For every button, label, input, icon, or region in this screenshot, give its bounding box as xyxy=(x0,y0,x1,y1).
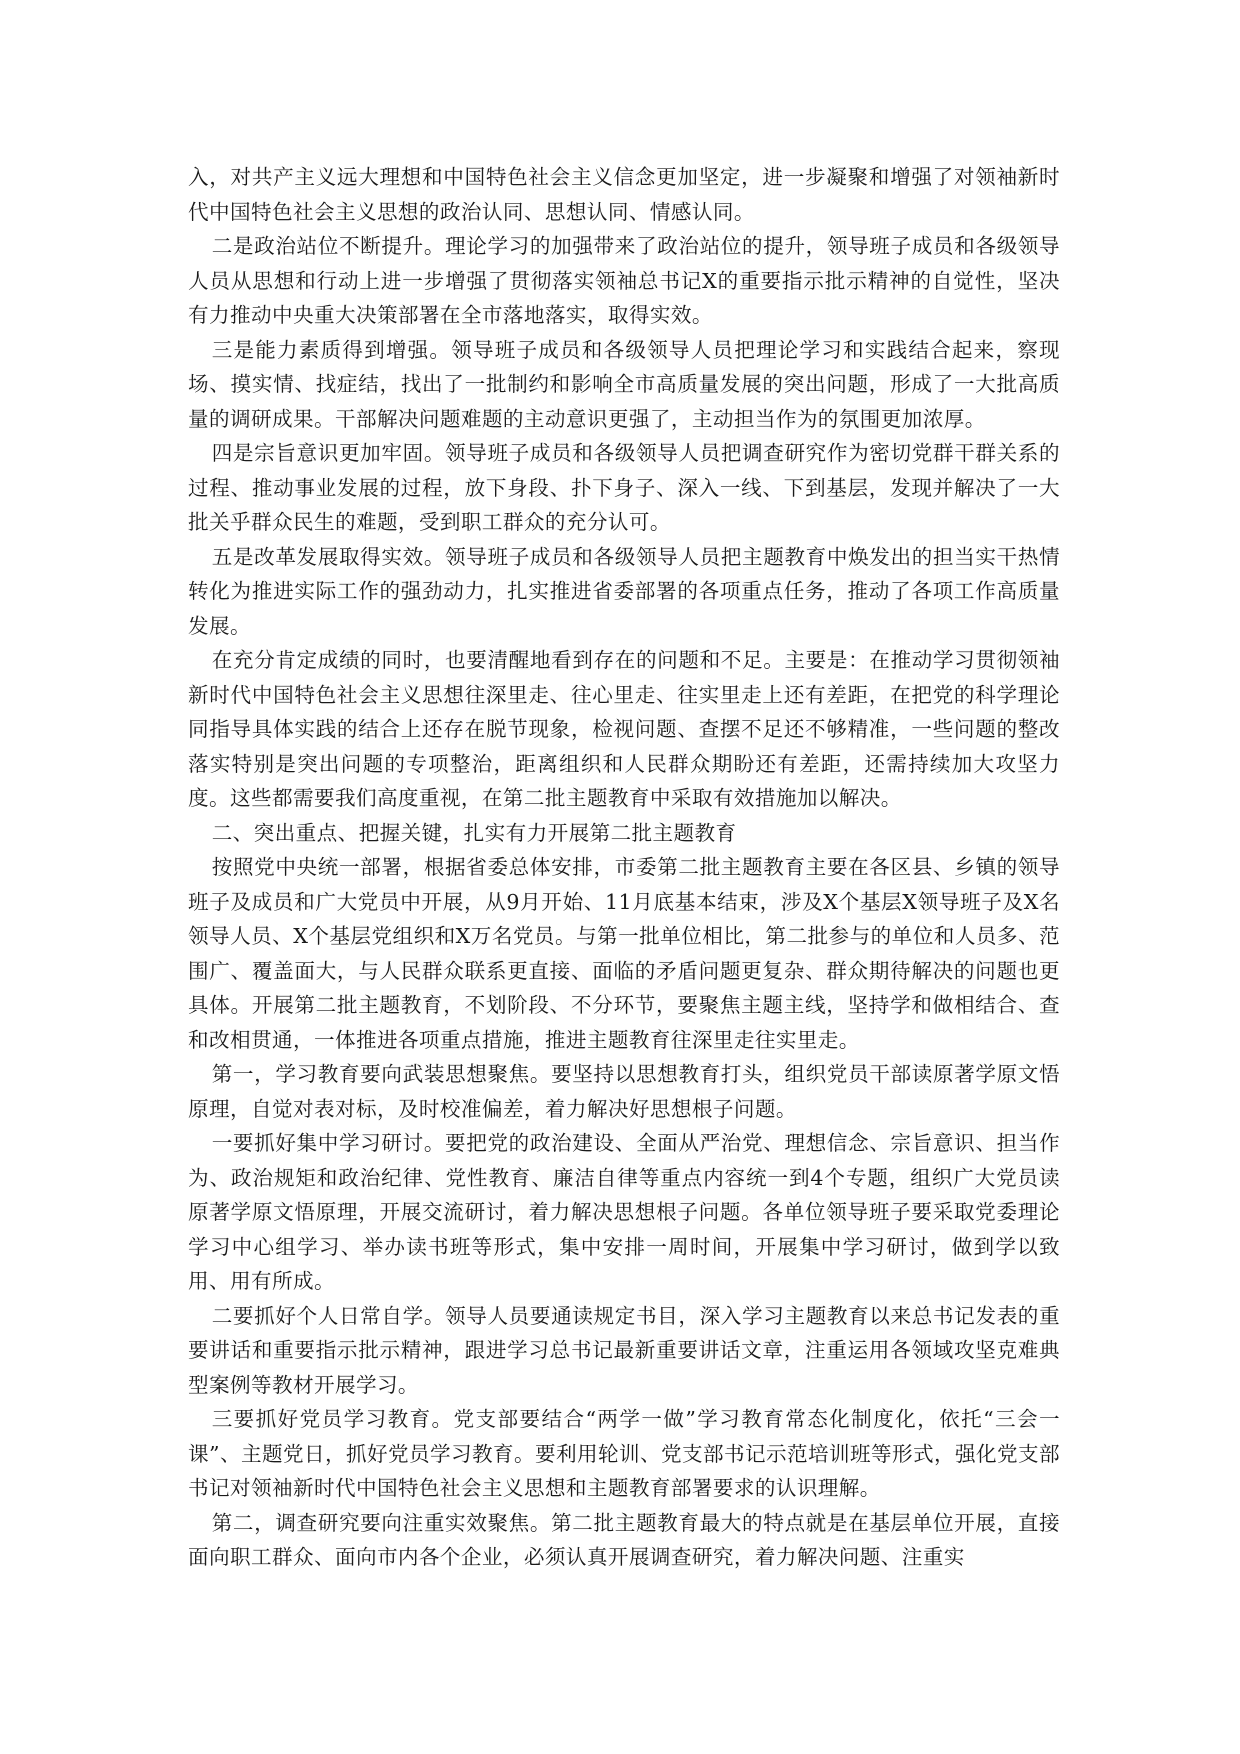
paragraph-reform-results: 五是改革发展取得实效。领导班子成员和各级领导人员把主题教育中焕发出的担当实干热情转化为推进实际工作的强劲动力，扎实推进省委部署的各项重点任务，推动了各项工作高质量发展。 xyxy=(188,544,1060,638)
paragraph-second-research: 第二，调查研究要向注重实效聚焦。第二批主题教育最大的特点就是在基层单位开展，直接面向职工群众、面向市内各个企业，必须认真开展调查研究，着力解决问题、注重实 xyxy=(188,1510,1060,1569)
paragraph-ability-quality: 三是能力素质得到增强。领导班子成员和各级领导人员把理论学习和实践结合起来，察现场、摸实情、找症结，找出了一批制约和影响全市高质量发展的突出问题，形成了一大批高质量的调研成果。干部解决问题难题的主动意识更强了，主动担当作为的氛围更加浓厚。 xyxy=(188,337,1060,431)
document-body xyxy=(188,160,1060,1575)
paragraph-second-batch-overview: 按照党中央统一部署，根据省委总体安排，市委第二批主题教育主要在各区县、乡镇的领导班子及成员和广大党员中开展，从9月开始、11月底基本结束，涉及X个基层X领导班子及X名领导人员、X个基层党组织和X万名党员。与第一批单位相比，第二批参与的单位和人员多、范围广、覆盖面大，与人民群众联系更直接、面临的矛盾问题更复杂、群众期待解决的问题也更具体。开展第二批主题教育，不划阶段、不分环节，要聚焦主题主线，坚持学和做相结合、查和改相贯通，一体推进各项重点措施，推进主题教育往深里走往实里走。 xyxy=(188,855,1060,1052)
paragraph-individual-self-study: 二要抓好个人日常自学。领导人员要通读规定书目，深入学习主题教育以来总书记发表的重要讲话和重要指示批示精神，跟进学习总书记最新重要讲话文章，注重运用各领域攻坚克难典型案例等教材开展学习。 xyxy=(188,1303,1060,1397)
paragraph-member-education: 三要抓好党员学习教育。党支部要结合“两学一做”学习教育常态化制度化，依托“三会一课”、主题党日，抓好党员学习教育。要利用轮训、党支部书记示范培训班等形式，强化党支部书记对领袖新时代中国特色社会主义思想和主题教育部署要求的认识理解。 xyxy=(188,1407,1060,1500)
paragraph-collective-study: 一要抓好集中学习研讨。要把党的政治建设、全面从严治党、理想信念、宗旨意识、担当作为、政治规矩和政治纪律、党性教育、廉洁自律等重点内容统一到4个专题，组织广大党员读原著学原文悟原理，开展交流研讨，着力解决思想根子问题。各单位领导班子要采取党委理论学习中心组学习、举办读书班等形式，集中安排一周时间，开展集中学习研讨，做到学以致用、用有所成。 xyxy=(188,1131,1060,1293)
paragraph-problems-shortcomings: 在充分肯定成绩的同时，也要清醒地看到存在的问题和不足。主要是：在推动学习贯彻领袖新时代中国特色社会主义思想往深里走、往心里走、往实里走上还有差距，在把党的科学理论同指导具体实践的结合上还存在脱节现象，检视问题、查摆不足还不够精准，一些问题的整改落实特别是突出问题的专项整治，距离组织和人民群众期盼还有差距，还需持续加大攻坚力度。这些都需要我们高度重视，在第二批主题教育中采取有效措施加以解决。 xyxy=(188,648,1060,810)
paragraph-continued-from-previous-page: 入，对共产主义远大理想和中国特色社会主义信念更加坚定，进一步凝聚和增强了对领袖新时代中国特色社会主义思想的政治认同、思想认同、情感认同。 xyxy=(188,165,1060,224)
paragraph-purpose-awareness: 四是宗旨意识更加牢固。领导班子成员和各级领导人员把调查研究作为密切党群干群关系的过程、推动事业发展的过程，放下身段、扑下身子、深入一线、下到基层，发现并解决了一大批关乎群众民生的难题，受到职工群众的充分认可。 xyxy=(188,441,1060,534)
paragraph-political-standing: 二是政治站位不断提升。理论学习的加强带来了政治站位的提升，领导班子成员和各级领导人员从思想和行动上进一步增强了贯彻落实领袖总书记X的重要指示批示精神的自觉性，坚决有力推动中央重大决策部署在全市落地落实，取得实效。 xyxy=(188,234,1060,327)
section-heading-two: 二、突出重点、把握关键，扎实有力开展第二批主题教育 xyxy=(211,820,737,845)
paragraph-first-study-education: 第一，学习教育要向武装思想聚焦。要坚持以思想教育打头，组织党员干部读原著学原文悟原理，自觉对表对标，及时校准偏差，着力解决好思想根子问题。 xyxy=(188,1062,1060,1121)
